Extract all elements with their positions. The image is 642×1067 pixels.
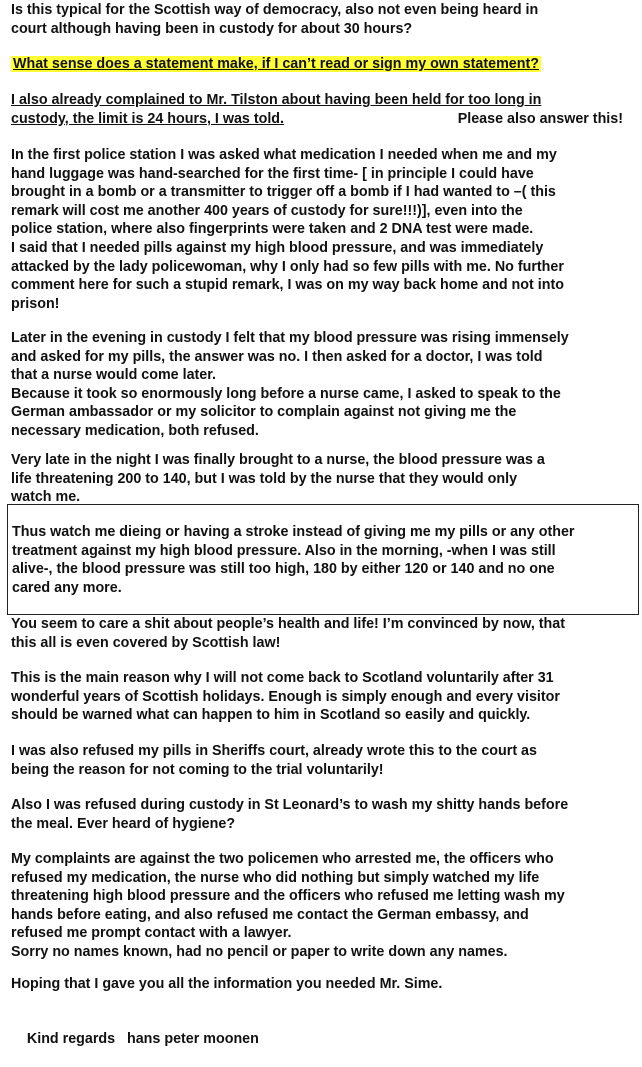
- text-line: life threatening 200 to 140, but I was told by the nurse that they would only: [11, 470, 518, 487]
- text-line: Thus watch me dieing or having a stroke instead of giving me my pills or any other: [12, 524, 575, 540]
- text-line: refused me prompt contact with a lawyer.: [11, 925, 292, 942]
- text-line: threatening high blood pressure and the officers who refused me letting wash my: [11, 888, 565, 905]
- text-line: German ambassador or my solicitor to complain against not giving me the: [11, 404, 517, 421]
- text-line: brought in a bomb or a transmitter to trigger off a bomb if I had wanted to –( this: [11, 184, 556, 201]
- sheriffs-court-paragraph: [11, 742, 623, 779]
- text-line: This is the main reason why I will not come back to Scotland voluntarily after 31: [11, 670, 554, 686]
- boxed-paragraph-frame: [7, 504, 639, 615]
- text-line: My complaints are against the two policemen who arrested me, the officers who: [11, 851, 554, 867]
- police-station-paragraph: [11, 146, 623, 313]
- text-line: hands before eating, and also refused me contact the German embassy, and: [11, 906, 529, 923]
- highlighted-question-text: What sense does a statement make, if I can’t read or sign my own statement?: [13, 56, 539, 72]
- text-line: police station, where also fingerprints were taken and 2 DNA test were made.: [11, 221, 534, 238]
- sign-off: [11, 1011, 623, 1067]
- text-line: Later in the evening in custody I felt that my blood pressure was rising immensely: [11, 330, 569, 346]
- text-line: should be warned what can happen to him in Scotland so easily and quickly.: [11, 707, 531, 724]
- highlighted-question: [11, 55, 623, 74]
- text-line: cared any more.: [12, 579, 122, 596]
- custody-complaint-line: I also already complained to Mr. Tilston about having been held for too long in: [11, 92, 542, 108]
- text-line: Because it took so enormously long before a nurse came, I asked to speak to the: [11, 385, 561, 402]
- intro-line: court although having been in custody for about 30 hours?: [11, 20, 413, 37]
- text-line: hand luggage was hand-searched for the first time- [ in principle I could have: [11, 165, 534, 182]
- text-line: comment here for such a stupid remark, I was on my way back home and not into: [11, 277, 564, 294]
- text-line: Hoping that I gave you all the information you needed Mr. Sime.: [11, 976, 443, 992]
- text-line: wonderful years of Scottish holidays. Enough is simply enough and every visitor: [11, 688, 560, 705]
- text-line: alive-, the blood pressure was still too high, 180 by either 120 or 140 and no one: [12, 561, 555, 578]
- text-line: Also I was refused during custody in St Leonard’s to wash my shitty hands before: [11, 797, 569, 813]
- text-line: Very late in the night I was finally brought to a nurse, the blood pressure was a: [11, 452, 545, 468]
- text-line: prison!: [11, 295, 60, 312]
- intro-question: [11, 1, 623, 38]
- intro-line: Is this typical for the Scottish way of democracy, also not even being heard in: [11, 2, 539, 18]
- text-line: being the reason for not coming to the trial voluntarily!: [11, 761, 384, 778]
- boxed-paragraph: [12, 523, 632, 597]
- custody-limit-complaint: [11, 91, 623, 128]
- text-line: refused my medication, the nurse who did nothing but simply watched my life: [11, 869, 540, 886]
- text-line: treatment against my high blood pressure. Also in the morning, -when I was still: [12, 542, 556, 559]
- evening-custody-paragraph: [11, 329, 623, 441]
- complaints-paragraph: [11, 850, 623, 962]
- text-line: I was also refused my pills in Sheriffs court, already wrote this to the court as: [11, 743, 537, 759]
- text-line: remark will cost me another 400 years of custody for sure!!!)], even into the: [11, 202, 523, 219]
- text-line: Kind regards hans peter moonen: [26, 1030, 259, 1047]
- text-line: necessary medication, both refused.: [11, 422, 259, 439]
- text-line: that a nurse would come later.: [11, 367, 216, 384]
- text-line: Sorry no names known, had no pencil or paper to write down any names.: [11, 943, 508, 960]
- night-nurse-paragraph: [11, 451, 623, 507]
- text-line: watch me.: [11, 489, 81, 506]
- closing-hope: [11, 975, 623, 994]
- custody-complaint-line: custody, the limit is 24 hours, I was told.: [11, 110, 285, 127]
- hygiene-paragraph: [11, 796, 623, 833]
- text-line: attacked by the lady policewoman, why I only had so few pills with me. No further: [11, 258, 564, 275]
- text-line: and asked for my pills, the answer was no. I then asked for a doctor, I was told: [11, 348, 543, 365]
- please-answer-note: Please also answer this!: [457, 110, 623, 127]
- health-paragraph: [11, 615, 623, 652]
- text-line: In the first police station I was asked what medication I needed when me and my: [11, 147, 557, 163]
- text-line: You seem to care a shit about people’s health and life! I’m convinced by now, that: [11, 616, 565, 632]
- text-line: this all is even covered by Scottish law!: [11, 634, 281, 651]
- main-reason-paragraph: [11, 669, 623, 725]
- text-line: I said that I needed pills against my high blood pressure, and was immediately: [11, 239, 544, 256]
- text-line: the meal. Ever heard of hygiene?: [11, 815, 236, 832]
